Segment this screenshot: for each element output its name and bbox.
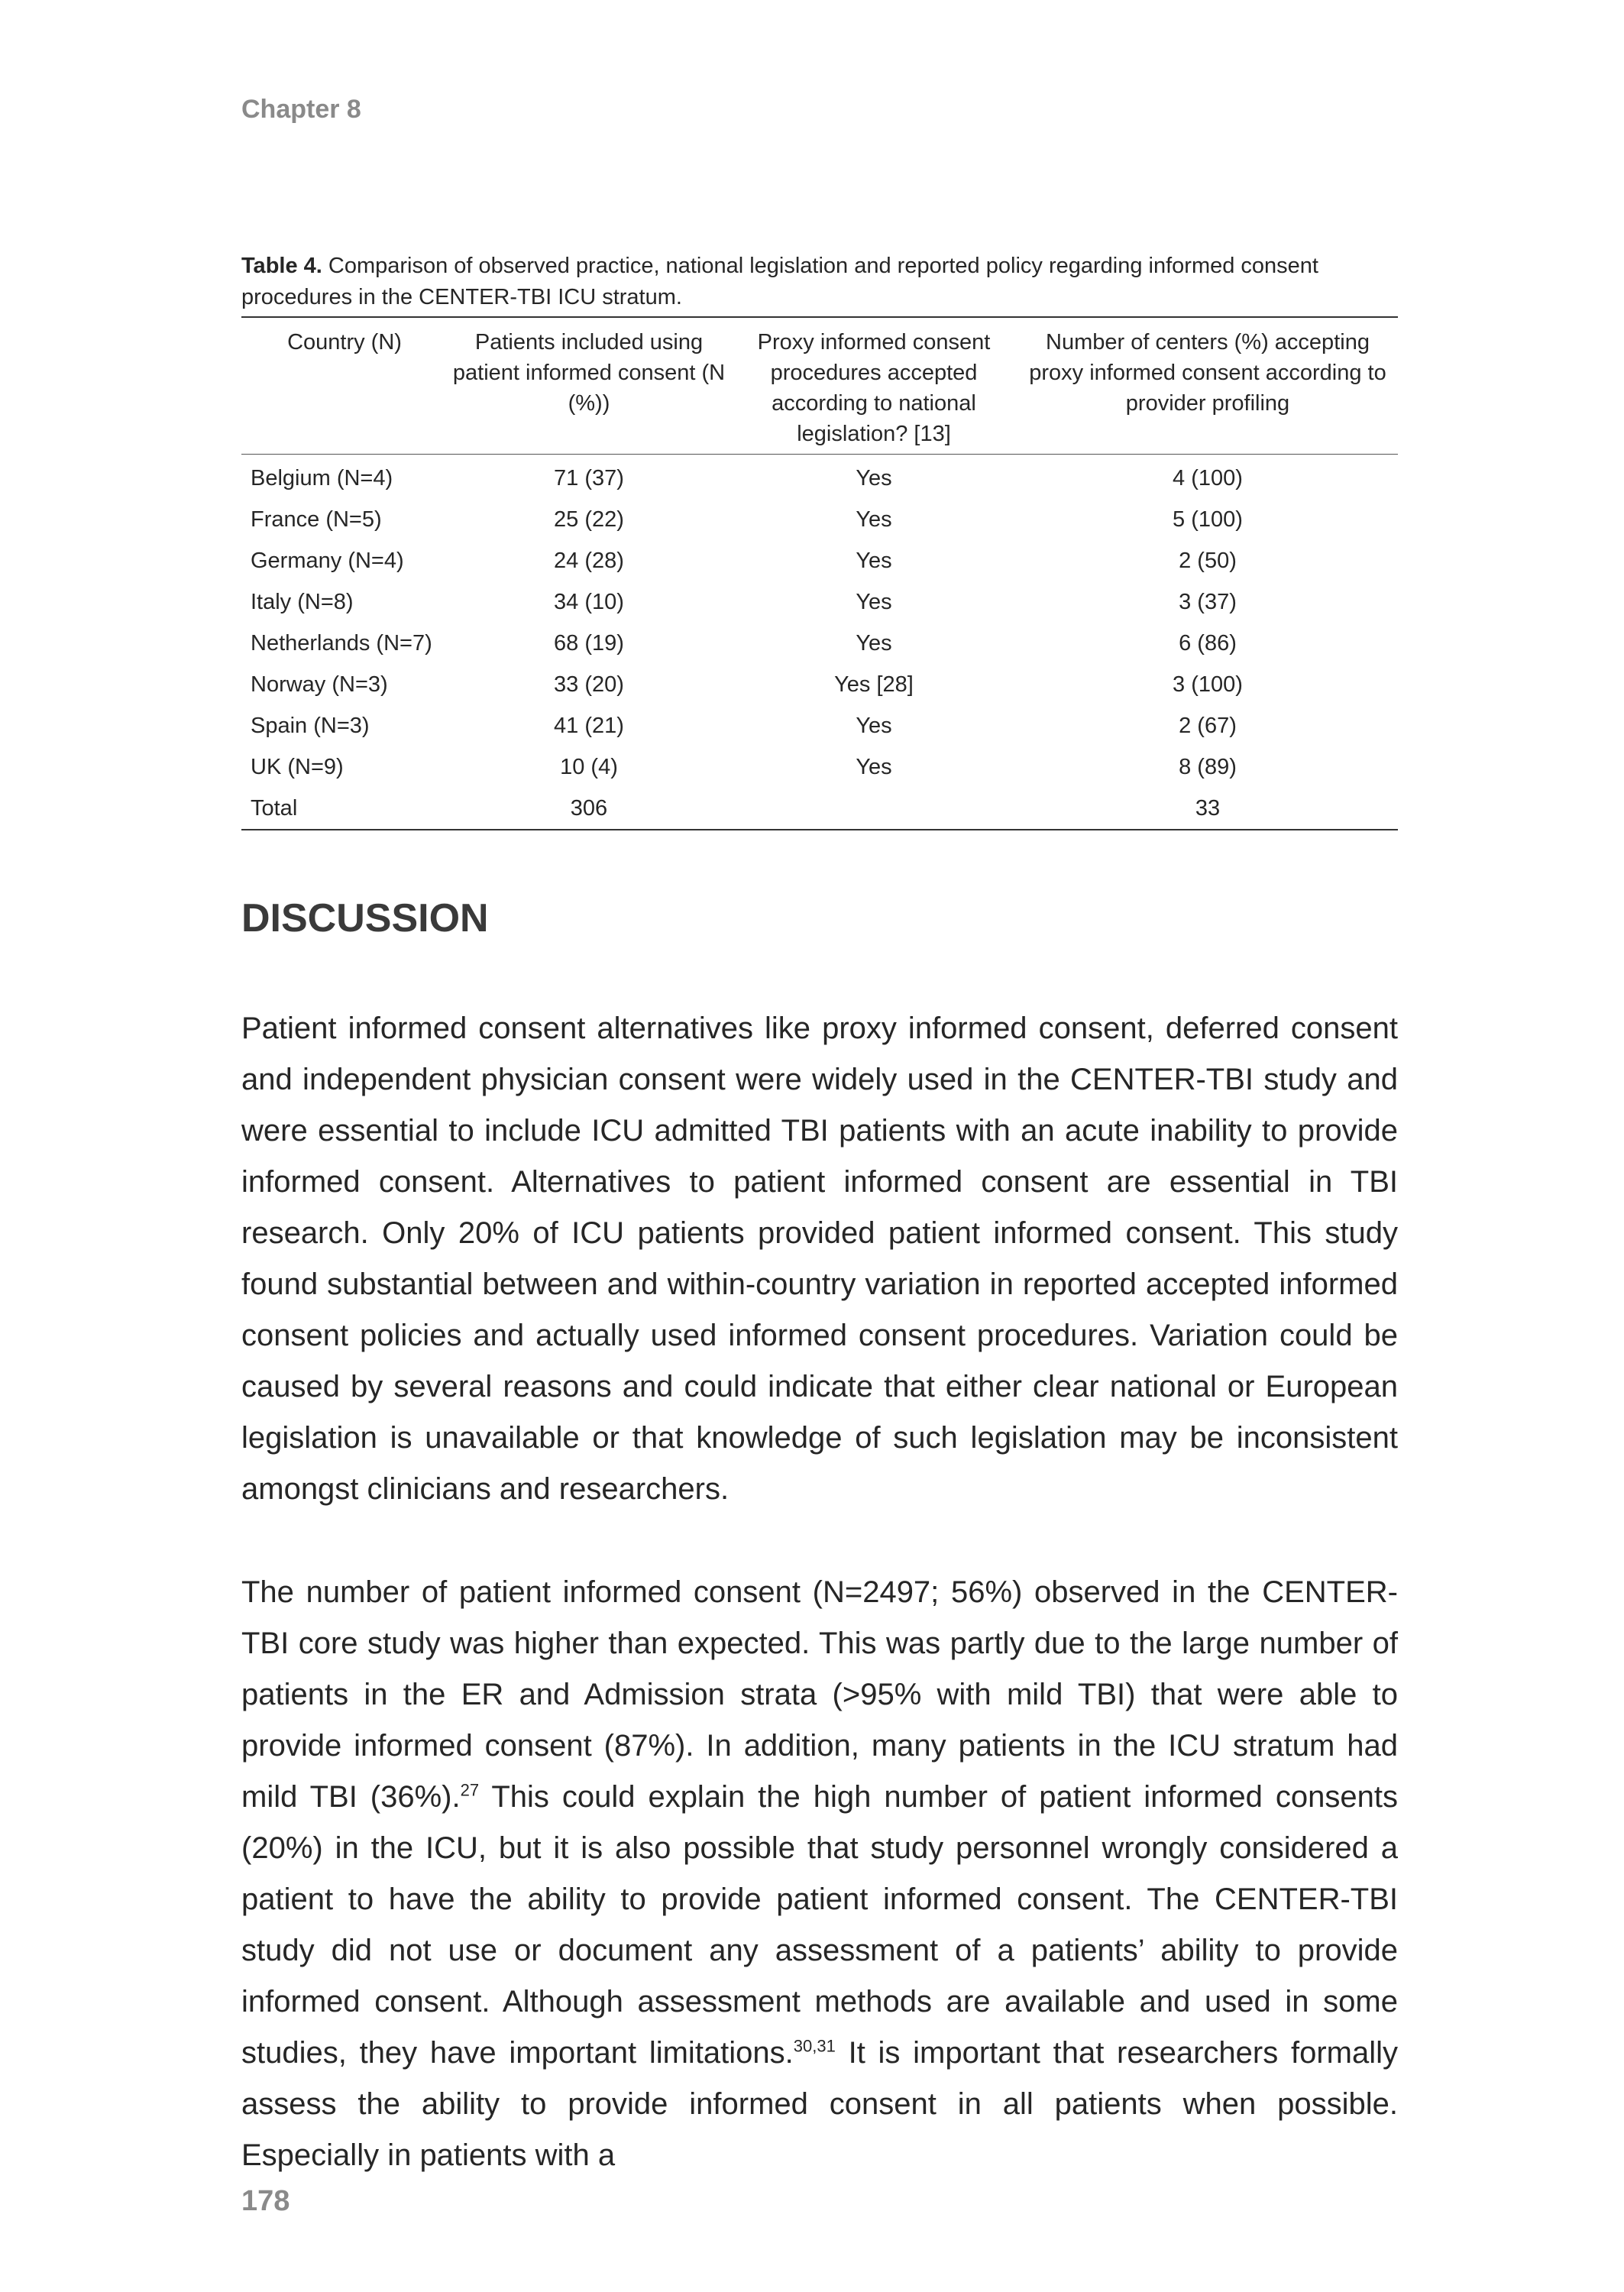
- cell-country: Italy (N=8): [251, 589, 354, 614]
- table-row: [241, 623, 1398, 664]
- table-row: [241, 455, 1398, 500]
- cell-patients: 306: [570, 795, 608, 821]
- cell-country: Spain (N=3): [251, 713, 370, 738]
- cell-legislation: Yes: [856, 465, 892, 490]
- table-row: [241, 664, 1398, 705]
- table-caption: [241, 251, 1398, 313]
- consent-comparison-table: [241, 316, 1398, 830]
- cell-centers: 2 (50): [1179, 548, 1237, 573]
- cell-patients: 41 (21): [554, 713, 624, 738]
- section-heading-discussion: DISCUSSION: [241, 896, 489, 940]
- cell-legislation: Yes: [856, 589, 892, 614]
- table-row: [241, 746, 1398, 788]
- table-caption-text: Comparison of observed practice, national legislation and reported policy regarding informed consent procedures in the CENTER-TBI ICU stratum.: [241, 254, 1318, 309]
- paragraph-text: This could explain the high number of patient informed consents (20%) in the ICU, but it is also possible that study personnel wrongly considered a patient to have the ability to provide patient informed consent. The CENTER-TBI study did not use or document any assessment of a patients’ ability to provide informed consent. Although assessment methods are available and used in some studies, they have important limitations.: [241, 1780, 1398, 2070]
- cell-patients: 24 (28): [554, 548, 624, 573]
- discussion-paragraph-1: Patient informed consent alternatives like proxy informed consent, deferred consent and independent physician consent were widely used in the CENTER-TBI study and were essential to include ICU admitted TBI patients with an acute inability to provide informed consent. Alternatives to patient informed consent are essential in TBI research. Only 20% of ICU patients provided patient informed consent. This study found substantial between and within-country variation in reported accepted informed consent policies and actually used informed consent procedures. Variation could be caused by several reasons and could indicate that either clear national or European legislation is unavailable or that knowledge of such legislation may be inconsistent amongst clinicians and researchers.: [241, 1012, 1398, 1506]
- cell-legislation: Yes: [856, 548, 892, 573]
- table-row: [241, 499, 1398, 540]
- citation-reference: 27: [460, 1780, 480, 1800]
- page-number: 178: [241, 2185, 290, 2217]
- cell-centers: 8 (89): [1179, 754, 1237, 779]
- table-block: [241, 251, 1398, 830]
- cell-legislation: [730, 788, 1017, 830]
- cell-patients: 68 (19): [554, 630, 624, 656]
- citation-reference: 30,31: [793, 2036, 836, 2056]
- cell-legislation: Yes: [856, 713, 892, 738]
- table-caption-label: Table 4.: [241, 254, 322, 278]
- cell-legislation: Yes [28]: [834, 672, 914, 697]
- paragraph-text: It is important that researchers formally assess the ability to provide informed consent in all patients when possible. Especially in patients with a: [241, 2036, 1398, 2172]
- cell-patients: 71 (37): [554, 465, 624, 490]
- cell-legislation: Yes: [856, 507, 892, 532]
- table-row: [241, 705, 1398, 746]
- cell-centers: 33: [1195, 795, 1221, 821]
- cell-centers: 4 (100): [1173, 465, 1243, 490]
- cell-country: Belgium (N=4): [251, 465, 393, 490]
- cell-centers: 6 (86): [1179, 630, 1237, 656]
- column-header-proxy-legislation: Proxy informed consent procedures accepted according to national legislation? [13]: [730, 317, 1017, 455]
- cell-country: Norway (N=3): [251, 672, 388, 697]
- table-total-row: [241, 788, 1398, 830]
- cell-country: Total: [251, 795, 298, 821]
- cell-country: France (N=5): [251, 507, 382, 532]
- cell-patients: 33 (20): [554, 672, 624, 697]
- cell-centers: 5 (100): [1173, 507, 1243, 532]
- column-header-country: Country (N): [241, 317, 448, 455]
- table-row: [241, 581, 1398, 623]
- cell-country: Netherlands (N=7): [251, 630, 432, 656]
- cell-patients: 10 (4): [560, 754, 618, 779]
- table-header-row: [241, 317, 1398, 455]
- column-header-patients-included: Patients included using patient informed consent (N (%)): [448, 317, 730, 455]
- cell-patients: 34 (10): [554, 589, 624, 614]
- discussion-paragraph-2: [241, 1567, 1398, 2181]
- cell-centers: 3 (100): [1173, 672, 1243, 697]
- cell-centers: 3 (37): [1179, 589, 1237, 614]
- cell-legislation: Yes: [856, 754, 892, 779]
- column-header-centers-accepting: Number of centers (%) accepting proxy informed consent according to provider profiling: [1017, 317, 1398, 455]
- chapter-label: Chapter 8: [241, 95, 361, 124]
- cell-country: Germany (N=4): [251, 548, 404, 573]
- cell-country: UK (N=9): [251, 754, 344, 779]
- cell-patients: 25 (22): [554, 507, 624, 532]
- table-row: [241, 540, 1398, 581]
- paragraph-text: The number of patient informed consent (N=2497; 56%) observed in the CENTER-TBI core study was higher than expected. This was partly due to the large number of patients in the ER and Admission strata (>95% with mild TBI) that were able to provide informed consent (87%). In addition, many patients in the ICU stratum had mild TBI (36%).: [241, 1575, 1398, 1814]
- cell-legislation: Yes: [856, 630, 892, 656]
- cell-centers: 2 (67): [1179, 713, 1237, 738]
